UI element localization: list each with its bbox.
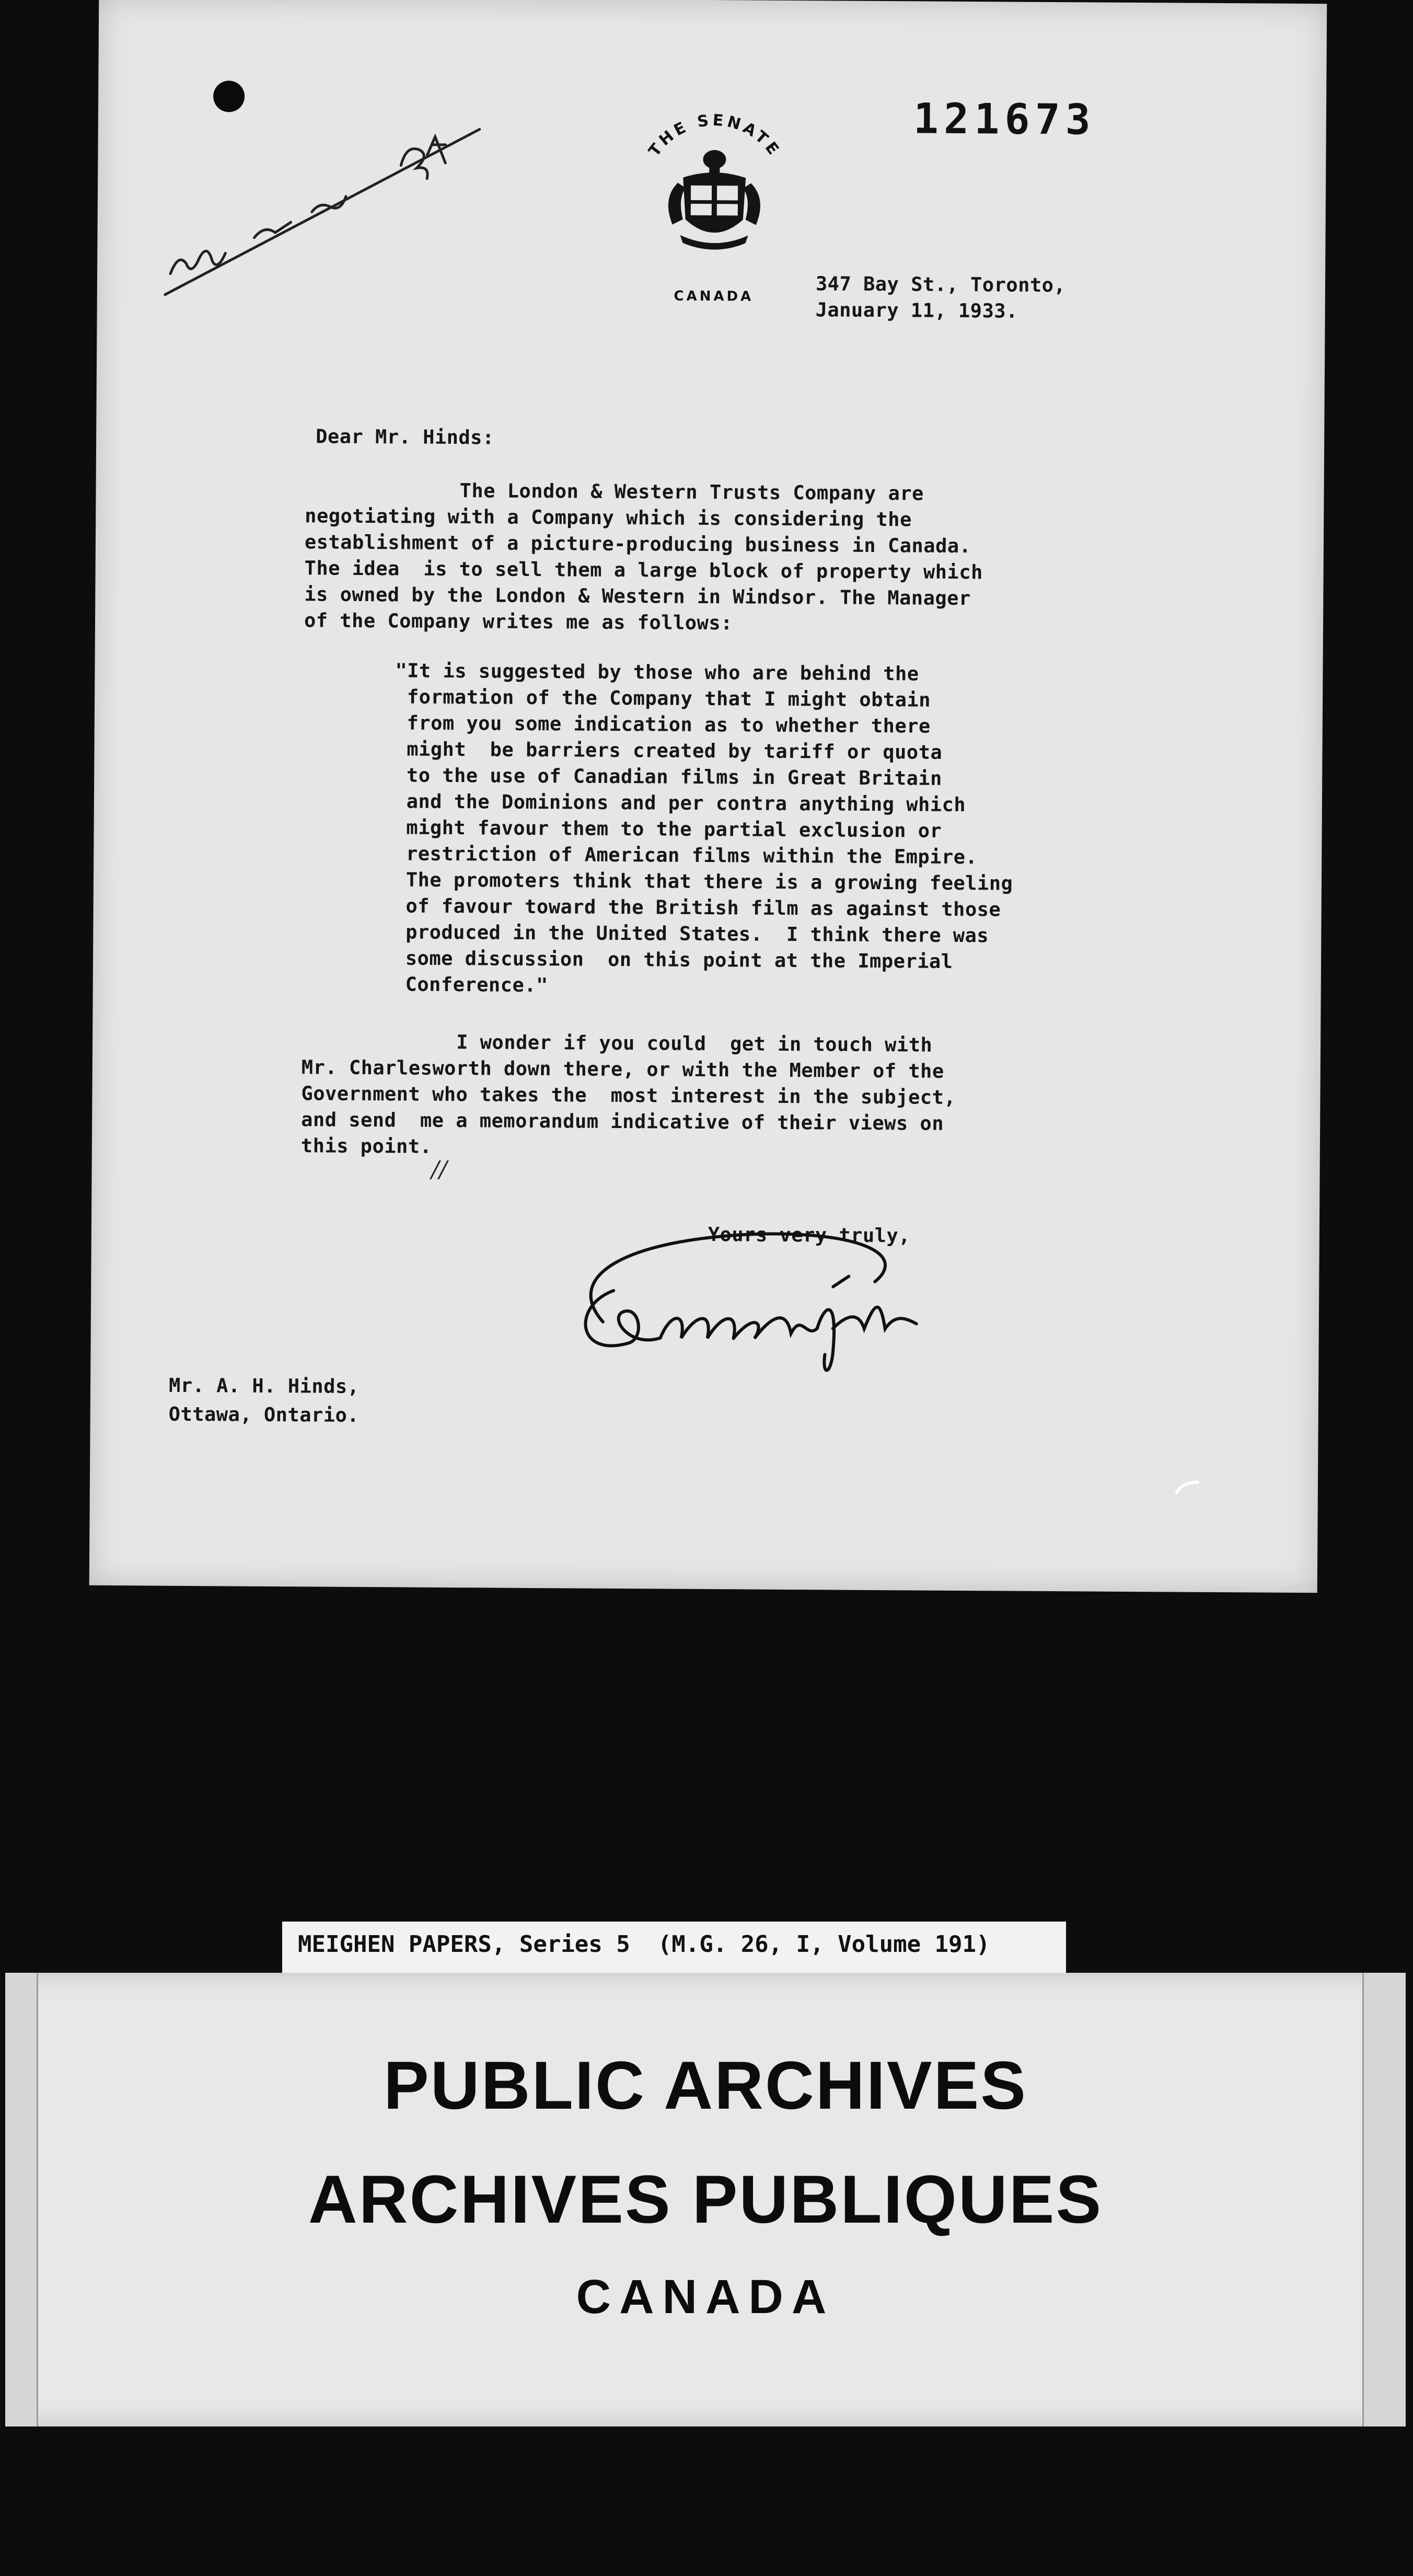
paragraph1-line: The London & Western Trusts Company are bbox=[305, 478, 924, 505]
archive-reference-text: MEIGHEN PAPERS, Series 5 (M.G. 26, I, Volume 191) bbox=[298, 1931, 990, 1958]
quote-line: of favour toward the British film as against those bbox=[393, 894, 1001, 921]
paragraph2-line: Government who takes the most interest in the subject, bbox=[301, 1082, 956, 1109]
quote-line: and the Dominions and per contra anything which bbox=[394, 790, 966, 816]
quote-line: might favour them to the partial exclusion or bbox=[394, 816, 942, 842]
letter-date: January 11, 1933. bbox=[815, 298, 1018, 323]
archives-banner bbox=[5, 1973, 1406, 2426]
salutation: Dear Mr. Hinds: bbox=[316, 425, 494, 449]
quote-line: some discussion on this point at the Imperial bbox=[393, 947, 953, 973]
banner-title-french: ARCHIVES PUBLIQUES bbox=[308, 2161, 1103, 2237]
archive-reference-label bbox=[282, 1922, 1066, 1973]
punch-hole bbox=[213, 80, 245, 112]
paragraph1-line: establishment of a picture-producing business in Canada. bbox=[304, 531, 971, 558]
letter-page bbox=[89, 0, 1327, 1593]
seal-bottom-text: CANADA bbox=[674, 288, 754, 305]
closing: Yours very truly, bbox=[708, 1223, 911, 1247]
pencil-tick-icon bbox=[1172, 1477, 1203, 1498]
recipient-name: Mr. A. H. Hinds, bbox=[168, 1374, 360, 1398]
recipient-location: Ottawa, Ontario. bbox=[168, 1402, 360, 1427]
quote-line: from you some indication as to whether there bbox=[395, 711, 931, 738]
paragraph1-line: The idea is to sell them a large block of property which bbox=[304, 557, 983, 584]
quote-line: formation of the Company that I might obtain bbox=[395, 685, 931, 711]
paragraph2-line: and send me a memorandum indicative of their views on bbox=[301, 1108, 944, 1135]
quote-line: "It is suggested by those who are behind the bbox=[395, 659, 919, 685]
senate-seal-icon bbox=[630, 88, 799, 309]
sender-address: 347 Bay St., Toronto, bbox=[815, 272, 1066, 297]
paragraph1-line: of the Company writes me as follows: bbox=[304, 609, 733, 635]
quote-line: produced in the United States. I think there was bbox=[393, 921, 989, 947]
paragraph2-line: this point. bbox=[300, 1134, 432, 1158]
seal-top-text: THE SENATE bbox=[645, 111, 784, 161]
banner-country: CANADA bbox=[576, 2270, 835, 2324]
handwritten-signature bbox=[540, 1206, 969, 1382]
quote-line: to the use of Canadian films in Great Britain bbox=[395, 764, 943, 790]
paragraph1-line: is owned by the London & Western in Windsor. The Manager bbox=[304, 583, 971, 610]
quote-line: restriction of American films within the Empire. bbox=[394, 842, 978, 869]
quote-line: The promoters think that there is a growing feeling bbox=[393, 868, 1013, 895]
paragraph2-line: I wonder if you could get in touch with bbox=[301, 1030, 933, 1056]
control-number-stamp: 121673 bbox=[913, 94, 1096, 144]
paragraph1-line: negotiating with a Company which is considering the bbox=[305, 504, 912, 531]
quote-line: might be barriers created by tariff or quota bbox=[395, 738, 943, 764]
pencil-mark-icon: // bbox=[431, 1156, 447, 1183]
quote-line: Conference." bbox=[393, 973, 548, 997]
banner-title-english: PUBLIC ARCHIVES bbox=[384, 2047, 1027, 2123]
handwritten-file-note bbox=[155, 117, 490, 318]
paragraph2-line: Mr. Charlesworth down there, or with the Member of the bbox=[301, 1056, 944, 1083]
